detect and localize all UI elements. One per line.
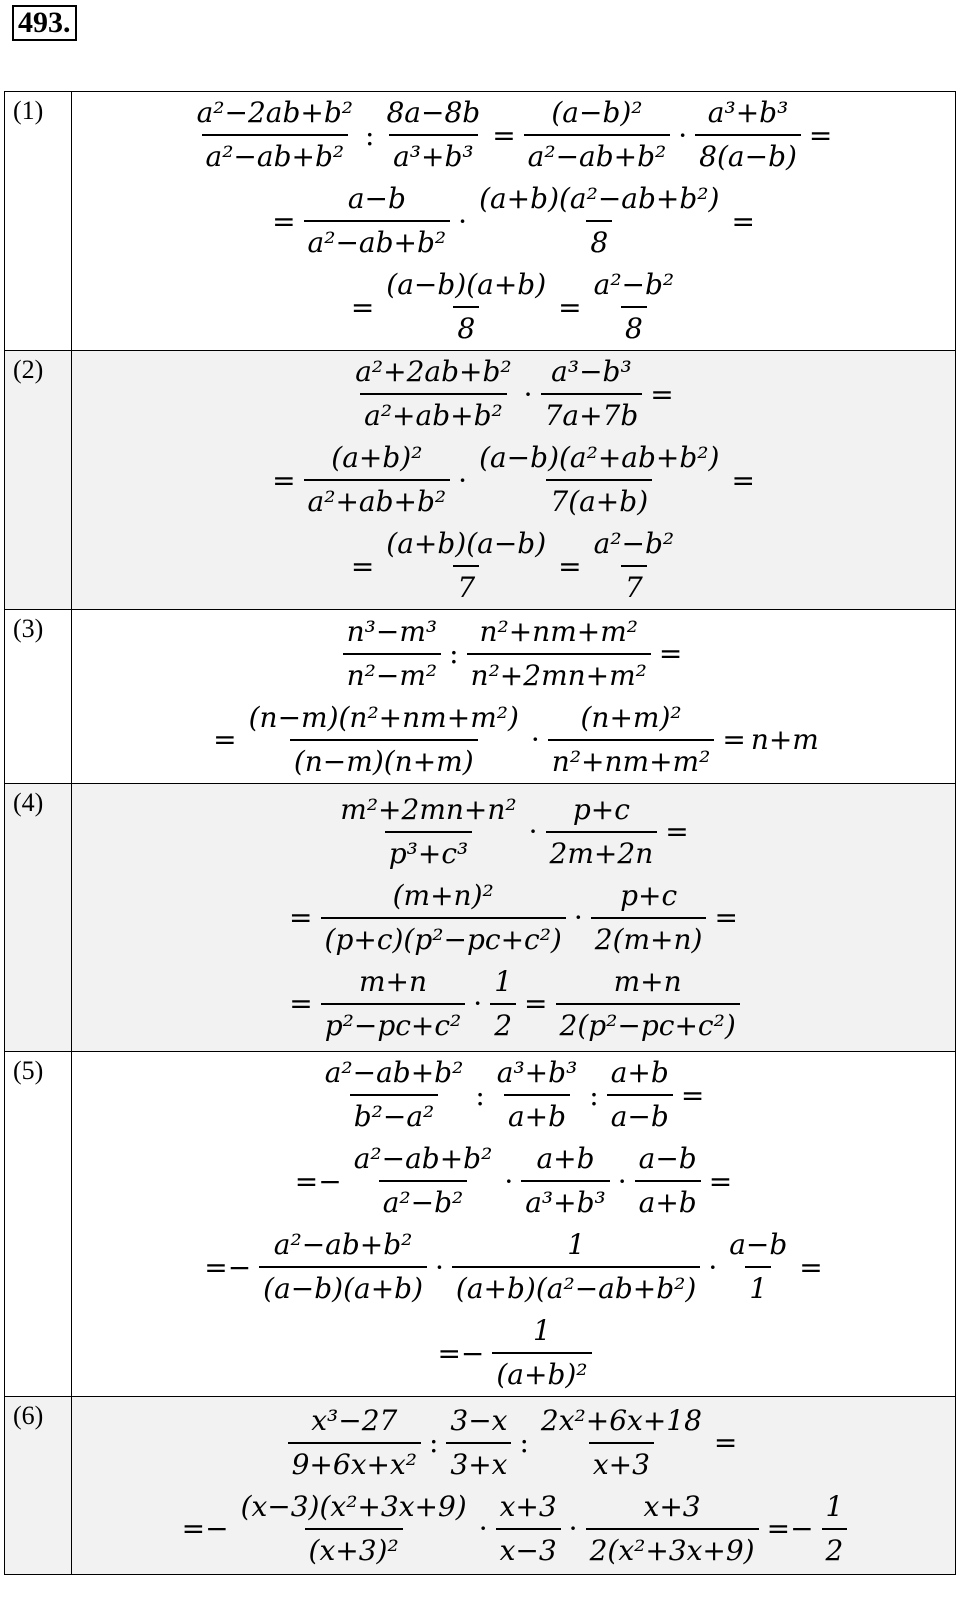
numerator: (m+n)² bbox=[392, 878, 494, 912]
solution-row bbox=[5, 351, 956, 610]
denominator: a−b bbox=[607, 1094, 673, 1136]
denominator: 2 bbox=[490, 1003, 516, 1045]
fraction bbox=[548, 699, 715, 781]
equation-line bbox=[72, 1310, 955, 1396]
operator: · bbox=[504, 1164, 514, 1198]
fraction bbox=[725, 1226, 791, 1308]
numerator: 3−x bbox=[450, 1403, 508, 1437]
numerator: a²−ab+b² bbox=[273, 1228, 413, 1261]
numerator: (a+b)² bbox=[331, 441, 423, 474]
denominator: (a+b)² bbox=[492, 1352, 591, 1394]
denominator: 7a+7b bbox=[541, 393, 643, 435]
denominator: (a−b)(a+b) bbox=[259, 1266, 427, 1308]
row-work bbox=[72, 610, 956, 784]
numerator: 1 bbox=[494, 964, 513, 998]
denominator: a²−ab+b² bbox=[524, 134, 671, 176]
fraction bbox=[304, 439, 451, 521]
denominator: (x+3)² bbox=[305, 1528, 403, 1570]
fraction bbox=[521, 1140, 610, 1222]
fraction bbox=[446, 1402, 511, 1484]
solution-row bbox=[5, 784, 956, 1052]
denominator: 3+x bbox=[446, 1442, 511, 1484]
operator: = bbox=[680, 1078, 705, 1112]
operator: = bbox=[808, 118, 833, 152]
expression: n+m bbox=[750, 723, 819, 756]
equation-line bbox=[72, 961, 955, 1047]
operator: = bbox=[799, 1250, 823, 1284]
numerator: x+3 bbox=[499, 1489, 557, 1523]
operator: =− bbox=[204, 1250, 252, 1284]
denominator: 2 bbox=[822, 1528, 848, 1570]
fraction bbox=[321, 963, 466, 1045]
operator: = bbox=[731, 463, 755, 497]
denominator: n²+2mn+m² bbox=[467, 653, 651, 695]
fraction bbox=[524, 94, 671, 176]
denominator: p²−pc+c² bbox=[321, 1003, 466, 1045]
numerator: a³−b³ bbox=[551, 355, 632, 388]
operator: = bbox=[350, 290, 375, 324]
fraction bbox=[382, 525, 550, 607]
row-label: (1) bbox=[5, 92, 72, 351]
operator: = bbox=[272, 463, 296, 497]
numerator: 8a−8b bbox=[386, 96, 481, 129]
numerator: (a+b)(a²−ab+b²) bbox=[479, 182, 720, 215]
operator: = bbox=[289, 901, 313, 934]
fraction bbox=[590, 525, 679, 607]
row-work bbox=[72, 1397, 956, 1575]
denominator: a+b bbox=[635, 1180, 701, 1222]
numerator: x+3 bbox=[643, 1489, 701, 1523]
operator: · bbox=[473, 987, 483, 1020]
numerator: m²+2mn+n² bbox=[340, 792, 517, 826]
operator: : bbox=[589, 1078, 599, 1112]
operator: = bbox=[558, 549, 582, 583]
row-work bbox=[72, 1052, 956, 1397]
numerator: m+n bbox=[613, 964, 682, 998]
operator: = bbox=[658, 637, 683, 670]
operator: · bbox=[528, 815, 538, 848]
row-label: (5) bbox=[5, 1052, 72, 1397]
denominator: b²−a² bbox=[350, 1094, 439, 1136]
operator: · bbox=[435, 1250, 444, 1284]
fraction bbox=[351, 353, 515, 435]
numerator: a²−b² bbox=[593, 268, 675, 301]
numerator: 1 bbox=[567, 1228, 586, 1261]
fraction bbox=[321, 877, 566, 959]
equation-line bbox=[72, 697, 955, 783]
fraction bbox=[541, 353, 643, 435]
operator: · bbox=[458, 204, 468, 238]
denominator: p³+c³ bbox=[385, 831, 473, 873]
numerator: (a+b)(a−b) bbox=[386, 527, 547, 560]
equation-line bbox=[72, 1486, 955, 1572]
operator: · bbox=[530, 723, 540, 756]
row-work bbox=[72, 351, 956, 610]
operator: = bbox=[213, 723, 237, 756]
row-work bbox=[72, 784, 956, 1052]
fraction bbox=[586, 1488, 759, 1570]
denominator: a+b bbox=[504, 1094, 570, 1136]
operator: =− bbox=[437, 1336, 485, 1370]
numerator: n³−m³ bbox=[346, 614, 438, 648]
fraction bbox=[607, 1054, 673, 1136]
equation-line bbox=[72, 523, 955, 609]
fraction bbox=[304, 180, 451, 262]
fraction bbox=[382, 94, 484, 176]
denominator: a²+ab+b² bbox=[304, 479, 451, 521]
numerator: (a−b)² bbox=[551, 96, 643, 129]
denominator: 8 bbox=[621, 306, 647, 348]
solution-row bbox=[5, 610, 956, 784]
fraction bbox=[496, 1488, 561, 1570]
row-work bbox=[72, 92, 956, 351]
operator: = bbox=[524, 987, 548, 1020]
operator: · bbox=[617, 1164, 627, 1198]
denominator: a³+b³ bbox=[521, 1180, 610, 1222]
operator: · bbox=[678, 118, 688, 152]
denominator: (n−m)(n+m) bbox=[290, 739, 478, 781]
fraction bbox=[382, 266, 550, 348]
numerator: a+b bbox=[610, 1056, 669, 1089]
numerator: a−b bbox=[729, 1228, 788, 1261]
fraction bbox=[245, 699, 523, 781]
numerator: a³+b³ bbox=[496, 1056, 578, 1089]
fraction bbox=[475, 180, 723, 262]
fraction bbox=[193, 94, 357, 176]
numerator: 2x²+6x+18 bbox=[540, 1403, 702, 1437]
denominator: 7 bbox=[621, 565, 647, 607]
operator: = bbox=[731, 204, 755, 238]
numerator: 1 bbox=[533, 1314, 551, 1347]
fraction bbox=[343, 613, 442, 695]
fraction bbox=[336, 791, 520, 873]
solution-row bbox=[5, 1052, 956, 1397]
operator: = bbox=[714, 901, 738, 934]
denominator: x+3 bbox=[589, 1442, 654, 1484]
problem-number: 493. bbox=[12, 5, 77, 41]
operator: = bbox=[558, 290, 582, 324]
numerator: 1 bbox=[825, 1489, 844, 1523]
operator: : bbox=[428, 1426, 439, 1459]
denominator: x−3 bbox=[496, 1528, 561, 1570]
equation-line bbox=[72, 178, 955, 264]
numerator: n²+nm+m² bbox=[479, 614, 638, 648]
operator: =− bbox=[181, 1512, 229, 1545]
denominator: 7 bbox=[453, 565, 479, 607]
denominator: a²+ab+b² bbox=[360, 393, 507, 435]
numerator: (n+m)² bbox=[580, 700, 682, 734]
fraction bbox=[537, 1402, 706, 1484]
row-label: (2) bbox=[5, 351, 72, 610]
numerator: (a−b)(a+b) bbox=[386, 268, 547, 301]
operator: : bbox=[475, 1078, 485, 1112]
numerator: a²−b² bbox=[593, 527, 675, 560]
numerator: x³−27 bbox=[311, 1403, 398, 1437]
numerator: p+c bbox=[572, 792, 630, 826]
numerator: m+n bbox=[358, 964, 428, 998]
fraction bbox=[259, 1226, 427, 1308]
denominator: a²−b² bbox=[379, 1180, 468, 1222]
numerator: a²+2ab+b² bbox=[355, 355, 512, 388]
operator: · bbox=[458, 463, 468, 497]
denominator: (p+c)(p²−pc+c²) bbox=[321, 917, 566, 959]
denominator: 9+6x+x² bbox=[288, 1442, 421, 1484]
fraction bbox=[591, 877, 707, 959]
equation-line bbox=[72, 1138, 955, 1224]
fraction bbox=[350, 1140, 497, 1222]
solution-table bbox=[4, 91, 956, 1575]
equation-line bbox=[72, 789, 955, 875]
equation-line bbox=[72, 875, 955, 961]
fraction bbox=[546, 791, 658, 873]
denominator: 2(m+n) bbox=[591, 917, 707, 959]
operator: = bbox=[713, 1426, 738, 1459]
operator: : bbox=[365, 118, 375, 152]
solution-row bbox=[5, 1397, 956, 1575]
numerator: a−b bbox=[347, 182, 406, 215]
fraction bbox=[475, 439, 723, 521]
operator: = bbox=[272, 204, 296, 238]
numerator: (a−b)(a²+ab+b²) bbox=[479, 441, 720, 474]
row-label: (4) bbox=[5, 784, 72, 1052]
equation-line bbox=[72, 611, 955, 697]
row-label: (6) bbox=[5, 1397, 72, 1575]
numerator: (x−3)(x²+3x+9) bbox=[240, 1489, 467, 1523]
denominator: n²−m² bbox=[343, 653, 442, 695]
fraction bbox=[467, 613, 651, 695]
denominator: 8 bbox=[453, 306, 479, 348]
operator: =− bbox=[294, 1164, 342, 1198]
denominator: 2(x²+3x+9) bbox=[586, 1528, 759, 1570]
denominator: 7(a+b) bbox=[546, 479, 652, 521]
fraction bbox=[695, 94, 801, 176]
operator: = bbox=[289, 987, 313, 1020]
operator: =− bbox=[766, 1512, 814, 1545]
denominator: 8(a−b) bbox=[695, 134, 801, 176]
equation-line bbox=[72, 437, 955, 523]
numerator: a²−ab+b² bbox=[324, 1056, 464, 1089]
numerator: p+c bbox=[620, 878, 678, 912]
operator: = bbox=[492, 118, 516, 152]
numerator: a³+b³ bbox=[707, 96, 789, 129]
numerator: a+b bbox=[536, 1142, 595, 1175]
operator: · bbox=[478, 1512, 488, 1545]
operator: : bbox=[449, 637, 459, 670]
equation-line bbox=[72, 351, 955, 437]
operator: · bbox=[573, 901, 583, 934]
denominator: 2(p²−pc+c²) bbox=[556, 1003, 740, 1045]
operator: = bbox=[708, 1164, 733, 1198]
equation-line bbox=[72, 1400, 955, 1486]
fraction bbox=[822, 1488, 848, 1570]
fraction bbox=[556, 963, 740, 1045]
operator: · bbox=[523, 377, 533, 411]
denominator: 2m+2n bbox=[546, 831, 658, 873]
fraction bbox=[590, 266, 679, 348]
operator: = bbox=[665, 815, 689, 848]
fraction bbox=[452, 1226, 700, 1308]
operator: = bbox=[650, 377, 674, 411]
fraction bbox=[237, 1488, 471, 1570]
row-label: (3) bbox=[5, 610, 72, 784]
denominator: n²+nm+m² bbox=[548, 739, 715, 781]
denominator: 1 bbox=[745, 1266, 771, 1308]
denominator: 8 bbox=[586, 220, 612, 262]
denominator: a²−ab+b² bbox=[202, 134, 349, 176]
operator: = bbox=[722, 723, 746, 756]
fraction bbox=[635, 1140, 701, 1222]
fraction bbox=[493, 1054, 582, 1136]
equation-line bbox=[72, 264, 955, 350]
fraction bbox=[492, 1312, 591, 1394]
operator: · bbox=[568, 1512, 578, 1545]
denominator: a³+b³ bbox=[389, 134, 478, 176]
equation-line bbox=[72, 1224, 955, 1310]
numerator: a²−2ab+b² bbox=[196, 96, 354, 129]
denominator: a²−ab+b² bbox=[304, 220, 451, 262]
operator: · bbox=[708, 1250, 718, 1284]
numerator: a−b bbox=[638, 1142, 697, 1175]
fraction bbox=[321, 1054, 468, 1136]
solution-row bbox=[5, 92, 956, 351]
numerator: a²−ab+b² bbox=[353, 1142, 493, 1175]
numerator: (n−m)(n²+nm+m²) bbox=[248, 700, 519, 734]
equation-line bbox=[72, 1052, 955, 1138]
fraction bbox=[288, 1402, 421, 1484]
fraction bbox=[490, 963, 516, 1045]
operator: : bbox=[519, 1426, 529, 1459]
operator: = bbox=[350, 549, 375, 583]
denominator: (a+b)(a²−ab+b²) bbox=[452, 1266, 700, 1308]
equation-line bbox=[72, 92, 955, 178]
